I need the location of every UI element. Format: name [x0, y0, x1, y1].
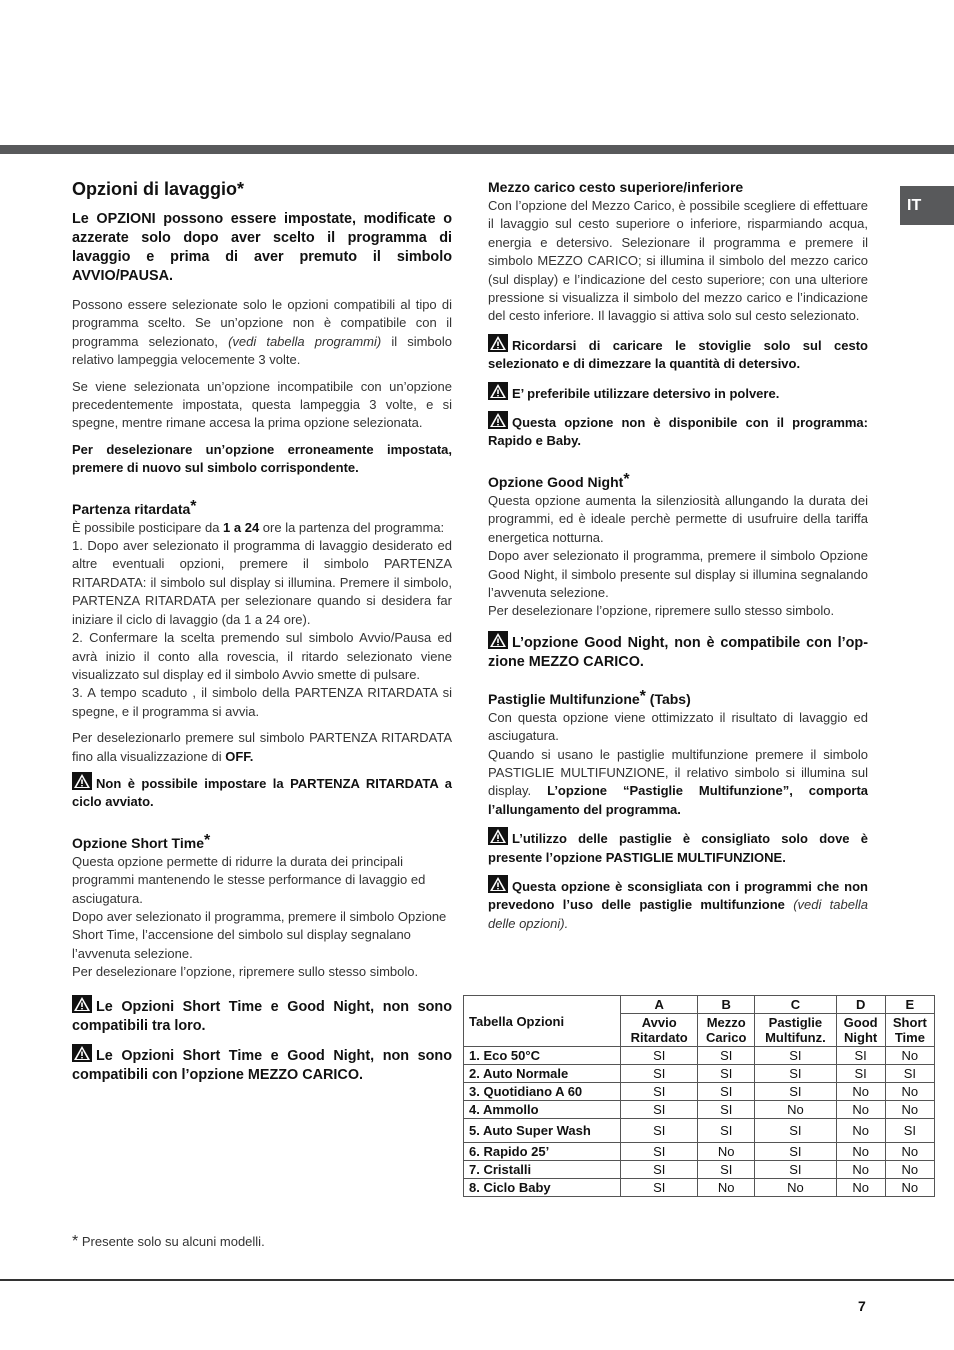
cell: SI: [621, 1119, 698, 1143]
table-letter: D: [836, 996, 885, 1014]
cell: No: [885, 1161, 934, 1179]
paragraph-incompatible: Se viene selezionata un’opzione incompatibile con un’opzione precedentemente impostata, questa lampeggia 3 volte, e si spegne, mentre rimane accesa la prima opzione selezionata.: [72, 378, 452, 431]
cell: No: [836, 1083, 885, 1101]
mezzo-warning-2: E’ preferibile utilizzare detersivo in polvere.: [488, 382, 868, 403]
cell: No: [885, 1101, 934, 1119]
table-letter-row: [464, 996, 935, 1014]
partenza-step-2: 2. Confermare la scelta premendo sul simbolo Avvio/Pausa ed avrà inizio il conto alla rovescia, il ritardo selezionato viene visualizzato sul display ed il simbolo Avvio smette di pulsare.: [72, 630, 452, 682]
paragraph-compatibility: Possono essere selezionate solo le opzioni compatibili al tipo di programma scelto. Se un’opzione non è compatibile con il programma selezionato, (vedi tabella programmi) il simbolo relativo lampeggia velocemente 3 volte.: [72, 297, 452, 368]
row-name: 5. Auto Super Wash: [464, 1119, 621, 1143]
cell: No: [885, 1047, 934, 1065]
compatibility-warnings: [72, 995, 452, 1085]
table-row: [464, 1119, 935, 1143]
mezzo-warning-1: Ricordarsi di caricare le stoviglie solo sul cesto selezionato e di dimezzare la quantità di detersivo.: [488, 334, 868, 374]
cell: SI: [836, 1047, 885, 1065]
cell: SI: [621, 1065, 698, 1083]
table-letter: A: [621, 996, 698, 1014]
page-title: Opzioni di lavaggio*: [72, 179, 245, 199]
section-title-partenza: Partenza ritardata*: [72, 497, 197, 517]
cell: SI: [885, 1119, 934, 1143]
cell: No: [698, 1143, 755, 1161]
cell: No: [836, 1119, 885, 1143]
partenza-step-1: 1. Dopo aver selezionato il programma di lavaggio desiderato ed altre eventuali opzioni, premere il simbolo PARTENZA RITARDATA: il simbolo sul display si illumina. Premere il simbolo, PARTENZA RITARDATA per selezionare quando si desidera far iniziare il ciclo di lavaggio (da 1 a 24 ore).: [72, 538, 452, 627]
cell: SI: [621, 1143, 698, 1161]
table-header: Avvio Ritardato: [621, 1014, 698, 1047]
row-name: 1. Eco 50°C: [464, 1047, 621, 1065]
cell: No: [755, 1179, 836, 1197]
warning-icon: [488, 382, 508, 400]
good-night-select: Dopo aver selezionato il programma, premere il simbolo Opzione Good Night, il simbolo presente sul display si illumina segnalando l’avvenuta selezione.: [488, 548, 868, 600]
table-row: [464, 1179, 935, 1197]
cell: SI: [621, 1083, 698, 1101]
mezzo-warning-3: Questa opzione non è disponibile con il programma: Rapido e Baby.: [488, 411, 868, 451]
cell: No: [755, 1101, 836, 1119]
pastiglie-usage: Quando si usano le pastiglie multifunzione premere il simbolo PASTIGLIE MULTIFUNZIONE, il relativo simbolo si illumina sul display. L’opzione “Pastiglie Multifunzione”, comporta l’allungamento del programma.: [488, 746, 869, 817]
cell: SI: [755, 1161, 836, 1179]
short-time-select: Dopo aver selezionato il programma, premere il simbolo Opzione Short Time, l’accensione del simbolo sul display segnalano l’avvenuta selezione.: [72, 908, 447, 961]
section-title-good-night: Opzione Good Night*: [488, 470, 630, 490]
options-table: [463, 995, 935, 1197]
intro-bold: Le OPZIONI possono essere impostate, modificate o azzerate solo dopo aver scelto il programma di lavaggio e prima di aver premuto il simbolo AVVIO/PAUSA.: [72, 211, 452, 284]
footnote: * Presente solo su alcuni modelli.: [72, 1233, 265, 1250]
row-name: 7. Cristalli: [464, 1161, 621, 1179]
pastiglie-desc: Con questa opzione viene ottimizzato il risultato di lavaggio ed asciugatura.: [488, 709, 868, 744]
cell: No: [885, 1143, 934, 1161]
mezzo-carico-desc: Con l’opzione del Mezzo Carico, è possibile scegliere di effettuare il lavaggio sul cesto superiore o inferiore, risparmiando acqua, energia e detersivo. Selezionare il programma e premere il simbolo MEZZO CARICO; si illumina il simbolo del mezzo carico (sul display) e l’indicazione del cesto superiore; con una ulteriore pressione si visualizza il simbolo del mezzo carico e l’indicazione del cesto inferiore. Il lavaggio si attiva solo sul cesto selezionato.: [488, 198, 868, 324]
cell: SI: [621, 1161, 698, 1179]
table-row: [464, 1143, 935, 1161]
short-time-desc: Questa opzione permette di ridurre la durata dei principali programmi mantenendo le stesse performance di lavaggio ed asciugatura.: [72, 853, 426, 906]
pastiglie-warning-2: Questa opzione è sconsigliata con i programmi che non prevedono l’uso delle pastiglie multifunzione (vedi tabella delle opzioni).: [488, 875, 868, 933]
bottom-rule: [0, 1279, 954, 1281]
cell: No: [836, 1101, 885, 1119]
table-header: Good Night: [836, 1014, 885, 1047]
cell: No: [836, 1161, 885, 1179]
cell: SI: [755, 1143, 836, 1161]
cell: No: [698, 1179, 755, 1197]
pastiglie-warning-1: L’utilizzo delle pastiglie è consigliato solo dove è presente l’opzione PASTIGLIE MULTIFUNZIONE.: [488, 827, 868, 867]
cell: No: [836, 1179, 885, 1197]
cell: No: [885, 1179, 934, 1197]
cell: SI: [698, 1119, 755, 1143]
warning-icon: [72, 995, 92, 1013]
cell: SI: [836, 1065, 885, 1083]
row-name: 3. Quotidiano A 60: [464, 1083, 621, 1101]
table-row: [464, 1161, 935, 1179]
cell: SI: [755, 1119, 836, 1143]
section-title-mezzo-carico: Mezzo carico cesto superiore/inferiore: [488, 179, 744, 195]
partenza-intro: È possibile posticipare da 1 a 24 ore la partenza del programma:: [72, 519, 445, 535]
language-tab: IT: [900, 186, 954, 225]
table-row: [464, 1047, 935, 1065]
cell: SI: [698, 1047, 755, 1065]
cell: SI: [698, 1083, 755, 1101]
cell: SI: [621, 1101, 698, 1119]
warning-icon: [488, 827, 508, 845]
row-name: 4. Ammollo: [464, 1101, 621, 1119]
warning-icon: [488, 334, 508, 352]
cell: No: [836, 1143, 885, 1161]
page-number: 7: [858, 1298, 866, 1314]
good-night-desc: Questa opzione aumenta la silenziosità allungando la durata dei programmi, ed è ideale perchè permette di usufruire della tariffa energetica notturna.: [488, 492, 868, 545]
partenza-step-3: 3. A tempo scaduto , il simbolo della PARTENZA RITARDATA si spegne, e il programma si avvia.: [72, 685, 452, 719]
left-column: [72, 178, 452, 982]
table-letter: E: [885, 996, 934, 1014]
section-title-pastiglie: Pastiglie Multifunzione* (Tabs): [488, 687, 691, 707]
top-band: [0, 145, 954, 154]
warning-icon: [72, 1044, 92, 1062]
cell: SI: [755, 1083, 836, 1101]
warning-icon: [488, 875, 508, 893]
partenza-warning: Non è possibile impostare la PARTENZA RITARDATA a ciclo avviato.: [72, 772, 452, 812]
cell: SI: [755, 1047, 836, 1065]
cell: SI: [755, 1065, 836, 1083]
table-row: [464, 1065, 935, 1083]
warning-icon: [488, 631, 508, 649]
paragraph-deselect: Per deselezionare un’opzione erroneamente impostata, premere di nuovo sul simbolo corrispondente.: [72, 441, 452, 476]
row-name: 8. Ciclo Baby: [464, 1179, 621, 1197]
table-letter: C: [755, 996, 836, 1014]
table-row: [464, 1083, 935, 1101]
cell: SI: [885, 1065, 934, 1083]
cell: SI: [698, 1101, 755, 1119]
good-night-deselect: Per deselezionare l’opzione, ripremere sullo stesso simbolo.: [488, 603, 835, 619]
good-night-warning: L’opzione Good Night, non è compatibile con l’op-zione MEZZO CARICO.: [488, 631, 868, 672]
cell: SI: [621, 1047, 698, 1065]
table-header: Short Time: [885, 1014, 934, 1047]
section-title-short-time: Opzione Short Time*: [72, 831, 211, 851]
table-header: Pastiglie Multifunz.: [755, 1014, 836, 1047]
table-row: [464, 1101, 935, 1119]
table-header: Mezzo Carico: [698, 1014, 755, 1047]
partenza-deselect: Per deselezionarlo premere sul simbolo PARTENZA RITARDATA fino alla visualizzazione di OFF.: [72, 730, 452, 764]
row-name: 2. Auto Normale: [464, 1065, 621, 1083]
warning-short-good: Le Opzioni Short Time e Good Night, non sono compatibili tra loro.: [72, 995, 452, 1036]
table-corner-label: Tabella Opzioni: [464, 996, 621, 1047]
row-name: 6. Rapido 25’: [464, 1143, 621, 1161]
cell: SI: [698, 1065, 755, 1083]
table-letter: B: [698, 996, 755, 1014]
short-time-deselect: Per deselezionare l’opzione, ripremere sullo stesso simbolo.: [72, 964, 419, 980]
warning-icon: [488, 411, 508, 429]
cell: SI: [621, 1179, 698, 1197]
cell: SI: [698, 1161, 755, 1179]
cell: No: [885, 1083, 934, 1101]
warning-icon: [72, 772, 92, 790]
warning-mezzo-carico: Le Opzioni Short Time e Good Night, non sono compatibili con l’opzione MEZZO CARICO.: [72, 1044, 452, 1085]
right-column: [488, 178, 868, 933]
